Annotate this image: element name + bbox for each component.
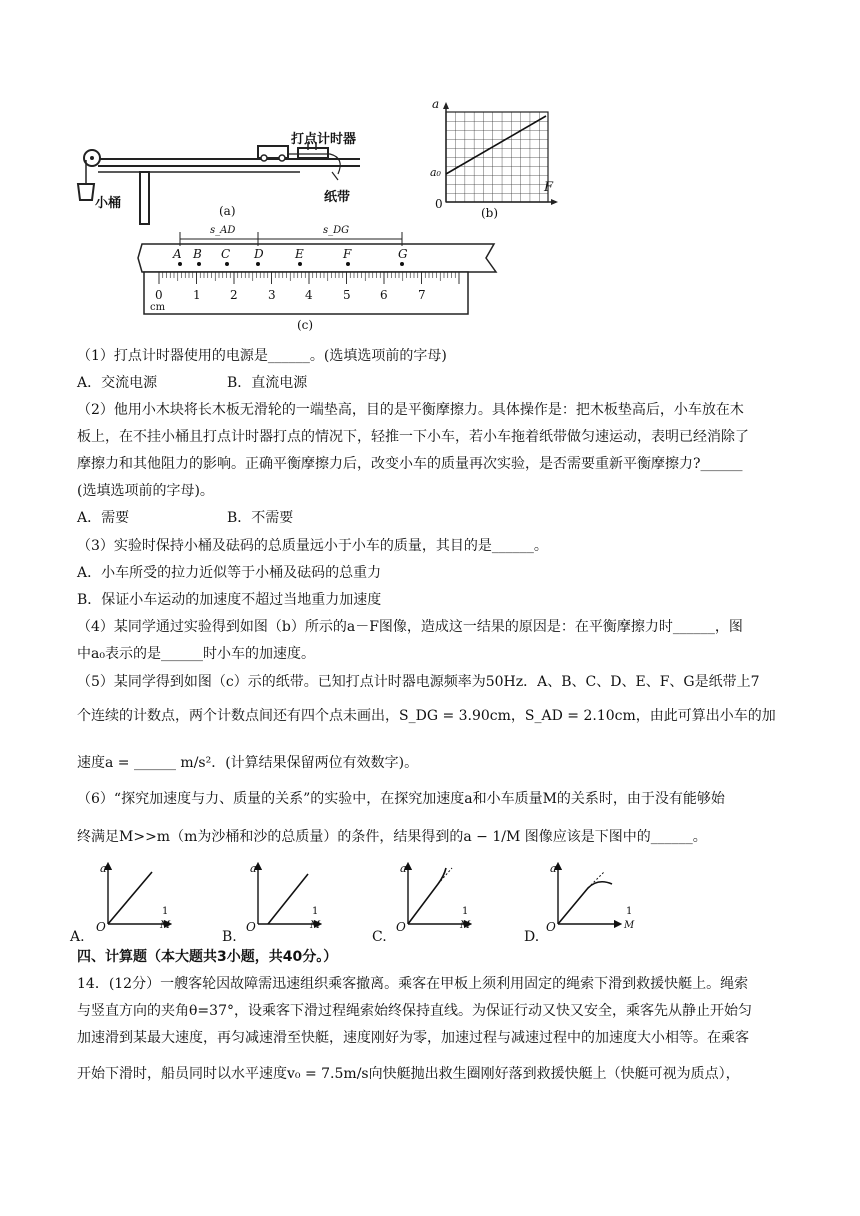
q6-d-axis-y: a — [550, 862, 557, 875]
q2-option-a: A．需要 — [77, 510, 130, 526]
q6-graph-d — [558, 866, 618, 924]
caption-b: (b) — [481, 206, 499, 220]
label-bucket: 小桶 — [95, 196, 122, 211]
span-ad-label: s_AD — [210, 225, 236, 236]
q14-line-2: 与竖直方向的夹角θ=37°，设乘客下滑过程绳索始终保持直线。为保证行动又快又安全，乘客先从静止开始匀 — [77, 1003, 752, 1019]
q4-line-2: 中a₀表示的是______时小车的加速度。 — [77, 646, 315, 662]
tape-point-b: B — [193, 247, 202, 261]
ruler-num-2: 2 — [230, 288, 238, 302]
q1-options — [77, 373, 307, 393]
q5-line-1: （5）某同学得到如图（c）示的纸带。已知打点计时器电源频率为50Hz．A、B、C、D、E、F、G是纸带上7 — [77, 674, 760, 690]
ruler-num-4: 4 — [305, 288, 313, 302]
ruler-num-1: 1 — [193, 288, 201, 302]
q6-d-x-den: M — [624, 920, 635, 931]
q6-a-axis-y: a — [100, 862, 107, 875]
fig-b-axis-x: F — [544, 180, 554, 195]
q6-line-1: （6）“探究加速度与力、质量的关系”的实验中，在探究加速度a和小车质量M的关系时，由于没有能够始 — [77, 791, 725, 807]
caption-a: (a) — [219, 204, 236, 218]
fig-b-intercept: a₀ — [430, 166, 441, 179]
tape-point-g: G — [398, 247, 408, 261]
label-timer: 打点计时器 — [291, 132, 357, 147]
q2-line-1: （2）他用小木块将长木板无滑轮的一端垫高，目的是平衡摩擦力。具体操作是：把木板垫高后，小车放在木 — [77, 402, 744, 418]
tape-point-a: A — [173, 247, 182, 261]
q6-choice-a-letter: A. — [70, 929, 85, 945]
q6-choice-b-letter: B. — [222, 929, 237, 945]
q3-option-b: B．保证小车运动的加速度不超过当地重力加速度 — [77, 592, 382, 608]
q1-option-a: A．交流电源 — [77, 375, 158, 391]
q14-line-4: 开始下滑时，船员同时以水平速度v₀ = 7.5m/s向快艇抛出救生圈刚好落到救援快艇上（快艇可视为质点）， — [77, 1066, 740, 1082]
tape-point-e: E — [295, 247, 304, 261]
q6-c-x-den: M — [460, 920, 471, 931]
section-4-heading: 四、计算题（本大题共3小题，共40分。） — [77, 949, 338, 965]
q1-option-b: B．直流电源 — [227, 375, 308, 391]
q2-option-b: B．不需要 — [227, 510, 294, 526]
q1-text: （1）打点计时器使用的电源是______。(选填选项前的字母) — [77, 348, 447, 364]
caption-c: (c) — [297, 318, 314, 332]
q6-graph-a — [108, 866, 168, 924]
fig-b-axis-y: a — [432, 97, 440, 111]
q6-choice-graphs — [72, 858, 792, 942]
q14-line-3: 加速滑到某最大速度，再匀减速滑至快艇，速度刚好为零，加速过程与减速过程中的加速度大小相等。在乘客 — [77, 1030, 749, 1046]
q6-b-x-num: 1 — [312, 906, 319, 917]
q6-a-origin: O — [96, 920, 106, 934]
q2-line-2: 板上，在不挂小桶且打点计时器打点的情况下，轻推一下小车，若小车拖着纸带做匀速运动，表明已经消除了 — [77, 429, 749, 445]
q14-line-1: 14．(12分）一艘客轮因故障需迅速组织乘客撤离。乘客在甲板上须利用固定的绳索下滑到救援快艇上。绳索 — [77, 976, 749, 992]
q6-choice-d-letter: D. — [524, 929, 540, 945]
span-dg-label: s_DG — [323, 225, 350, 236]
q6-b-axis-y: a — [250, 862, 257, 875]
q6-c-axis-y: a — [400, 862, 407, 875]
tape-point-d: D — [254, 247, 264, 261]
q6-d-x-num: 1 — [626, 906, 633, 917]
q6-c-origin: O — [396, 920, 406, 934]
tape-point-f: F — [343, 247, 352, 261]
q6-graph-b — [258, 866, 318, 924]
figure-c — [134, 226, 504, 322]
ruler-num-0: 0 — [155, 288, 163, 302]
q6-c-x-num: 1 — [462, 906, 469, 917]
q6-b-x-den: M — [310, 920, 321, 931]
q2-line-4: (选填选项前的字母)。 — [77, 483, 214, 499]
q6-a-x-num: 1 — [162, 906, 169, 917]
ruler-unit: cm — [150, 302, 166, 313]
ruler-num-3: 3 — [268, 288, 276, 302]
ruler-num-7: 7 — [418, 288, 426, 302]
q2-options — [77, 508, 293, 528]
tape-point-c: C — [221, 247, 231, 261]
label-tape: 纸带 — [324, 190, 351, 205]
q2-line-3: 摩擦力和其他阻力的影响。正确平衡摩擦力后，改变小车的质量再次实验，是否需要重新平衡摩擦力?______ — [77, 456, 743, 472]
q6-choice-c-letter: C. — [372, 929, 387, 945]
fig-b-origin: 0 — [435, 197, 443, 211]
q6-a-x-den: M — [160, 920, 171, 931]
q3-text: （3）实验时保持小桶及砝码的总质量远小于小车的质量，其目的是______。 — [77, 538, 548, 554]
ruler-num-6: 6 — [380, 288, 388, 302]
q5-line-2: 个连续的计数点，两个计数点间还有四个点未画出，S_DG = 3.90cm，S_AD = 2.10cm，由此可算出小车的加 — [77, 708, 776, 724]
q3-option-a: A．小车所受的拉力近似等于小桶及砝码的总重力 — [77, 565, 382, 581]
ruler-num-5: 5 — [343, 288, 351, 302]
q6-d-origin: O — [546, 920, 556, 934]
q6-b-origin: O — [246, 920, 256, 934]
q6-line-2: 终满足M>>m（m为沙桶和沙的总质量）的条件，结果得到的a − 1/M 图像应该是下图中的______。 — [77, 829, 707, 845]
q4-line-1: （4）某同学通过实验得到如图（b）所示的a－F图像，造成这一结果的原因是：在平衡摩擦力时______，图 — [77, 619, 743, 635]
q5-line-3: 速度a = ______ m/s²．(计算结果保留两位有效数字)。 — [77, 755, 419, 771]
q6-graph-c — [408, 866, 468, 924]
